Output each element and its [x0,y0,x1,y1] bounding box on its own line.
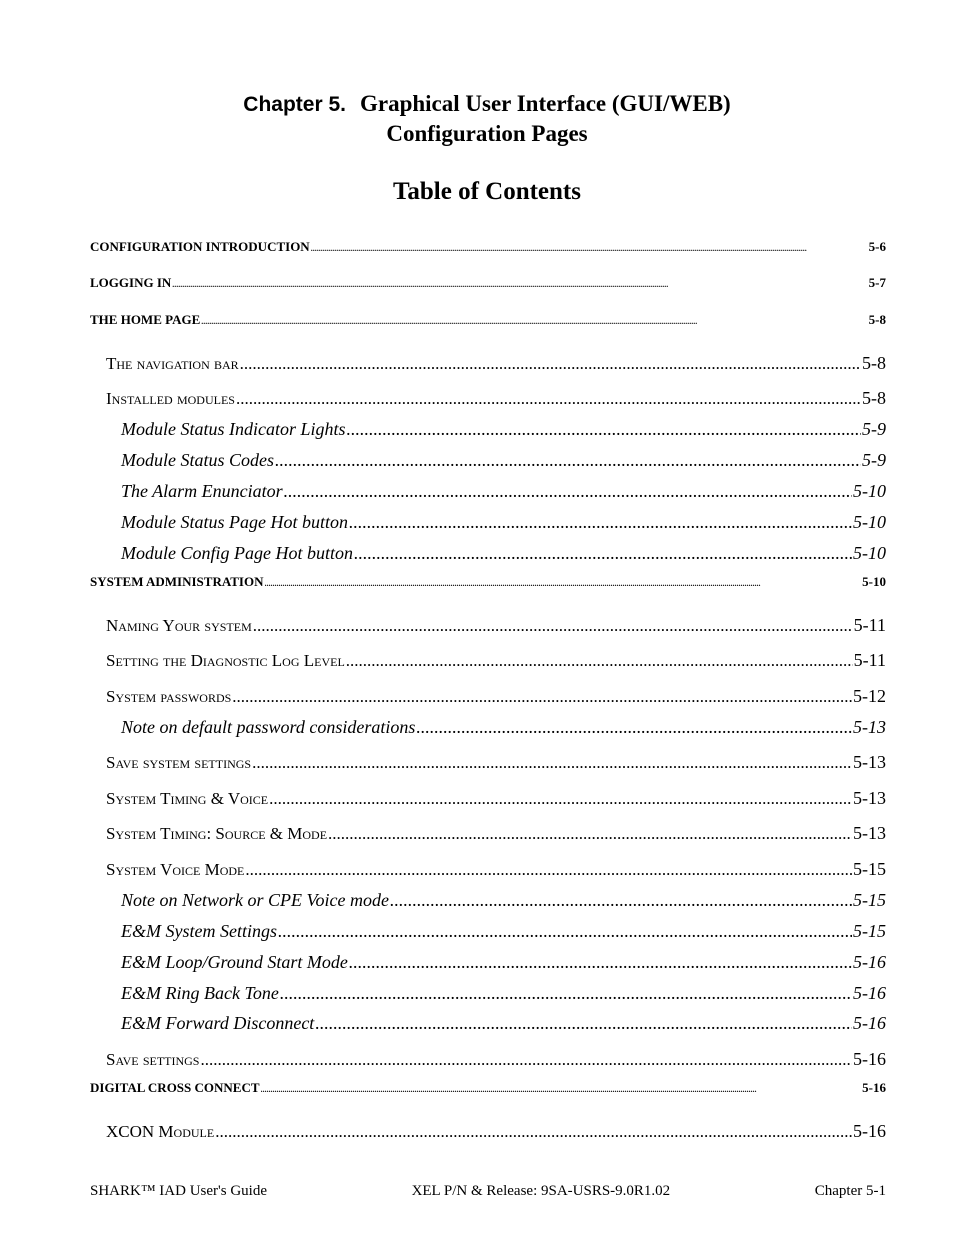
toc-entry[interactable] [106,388,886,409]
toc-entry[interactable] [121,419,886,440]
toc-entry[interactable] [90,1080,886,1096]
toc-entry-page: 5-7 [868,275,886,290]
toc-entry-page: 5-16 [853,983,886,1003]
toc-entry-title: THE HOME PAGE [90,312,201,327]
toc-leader-dots [252,753,852,773]
chapter-label: Chapter 5. [243,93,346,116]
toc-entry-title: XCON Module [106,1122,215,1141]
toc-entry[interactable] [121,717,886,738]
toc-entry-page: 5-13 [853,752,886,772]
toc-entry-page: 5-15 [853,890,886,910]
toc-entry-title: E&M Forward Disconnect [121,1013,315,1033]
toc-entry-title: The navigation bar [106,354,239,373]
toc-leader-dots [311,244,868,253]
footer-right: Chapter 5-1 [814,1183,886,1199]
toc-entry-page: 5-10 [853,543,886,563]
toc-entry[interactable] [121,890,886,911]
footer-center: XEL P/N & Release: 9SA-USRS-9.0R1.02 [411,1183,671,1199]
toc-entry-title: SYSTEM ADMINISTRATION [90,574,264,589]
toc-entry[interactable] [106,1049,886,1070]
toc-entry[interactable] [121,481,886,502]
toc-entry-page: 5-10 [862,574,886,589]
toc-leader-dots [236,389,861,409]
toc-entry[interactable] [106,650,886,671]
toc-entry-title: System Timing & Voice [106,789,269,808]
toc-entry[interactable] [121,450,886,471]
toc-leader-dots [232,687,852,707]
toc-entry-title: DIGITAL CROSS CONNECT [90,1080,260,1095]
toc-leader-dots [280,983,852,1004]
toc-entry-title: The Alarm Enunciator [121,481,283,501]
toc-leader-dots [201,317,867,326]
toc-leader-dots [253,616,853,636]
toc-leader-dots [201,1050,853,1070]
toc-entry[interactable] [106,686,886,707]
toc-leader-dots [265,579,862,588]
toc-entry-page: 5-15 [853,921,886,941]
toc-entry-title: Module Status Indicator Lights [121,419,346,439]
footer-left: SHARK™ IAD User's Guide [90,1183,267,1199]
toc-entry-page: 5-16 [853,1049,886,1069]
toc-entry-title: System passwords [106,687,232,706]
toc-entry-title: E&M System Settings [121,921,277,941]
toc-entry[interactable] [90,312,886,328]
toc-entry-page: 5-9 [862,450,886,470]
toc-leader-dots [328,824,852,844]
toc-leader-dots [347,419,862,440]
toc-entry-page: 5-16 [853,952,886,972]
toc-entry[interactable] [121,952,886,973]
toc-leader-dots [349,512,852,533]
toc-leader-dots [278,921,852,942]
toc-entry-title: CONFIGURATION INTRODUCTION [90,239,310,254]
toc-entry-page: 5-10 [853,512,886,532]
toc-entry-page: 5-8 [862,388,886,408]
toc-entry-page: 5-13 [853,823,886,843]
toc-entry-title: System Voice Mode [106,860,245,879]
toc-entry-page: 5-13 [853,788,886,808]
toc-entry[interactable] [121,543,886,564]
toc-leader-dots [349,952,852,973]
toc-entry[interactable] [90,574,886,590]
toc-entry-title: Note on Network or CPE Voice mode [121,890,389,910]
toc-entry-title: Module Status Codes [121,450,274,470]
toc-leader-dots [240,354,861,374]
toc-leader-dots [275,450,861,471]
toc-entry[interactable] [121,983,886,1004]
toc-entry-page: 5-16 [853,1013,886,1033]
toc-entry-title: Save system settings [106,753,252,772]
toc-entry-page: 5-10 [853,481,886,501]
toc-entry-page: 5-6 [868,239,886,254]
toc-leader-dots [245,860,852,880]
toc-leader-dots [284,481,852,502]
toc-entry-title: Module Config Page Hot button [121,543,353,563]
toc-entry-title: System Timing: Source & Mode [106,824,328,843]
toc-entry[interactable] [106,752,886,773]
toc-entry[interactable] [106,615,886,636]
toc-leader-dots [416,717,852,738]
chapter-title-line1: Graphical User Interface (GUI/WEB) [359,91,731,116]
toc-entry[interactable] [90,239,886,255]
toc-entry-page: 5-11 [853,615,886,635]
toc-leader-dots [261,1085,862,1094]
toc-entry-page: 5-13 [853,717,886,737]
toc-leader-dots [269,789,852,809]
page-footer [90,1183,886,1200]
toc-entry[interactable] [106,353,886,374]
chapter-title-line2: Configuration Pages [386,121,588,146]
toc-entry-page: 5-16 [862,1080,886,1095]
toc-entry-title: E&M Ring Back Tone [121,983,279,1003]
toc-entry-page: 5-16 [853,1121,886,1141]
toc-entry[interactable] [106,1121,886,1142]
toc-entry-title: Module Status Page Hot button [121,512,348,532]
toc-entry-title: Save settings [106,1050,200,1069]
toc-entry-title: E&M Loop/Ground Start Mode [121,952,348,972]
toc-entry-title: LOGGING IN [90,275,172,290]
toc-entry[interactable] [121,921,886,942]
toc-entry-page: 5-15 [853,859,886,879]
toc-entry-page: 5-9 [862,419,886,439]
toc-entry-title: Naming Your system [106,616,252,635]
toc-entry[interactable] [121,512,886,533]
toc-entry[interactable] [106,859,886,880]
toc-leader-dots [354,543,852,564]
toc-entry[interactable] [106,823,886,844]
toc-leader-dots [172,280,867,289]
toc-entry-title: Installed modules [106,389,235,408]
toc-entry[interactable] [121,1013,886,1034]
toc-entry-page: 5-8 [868,312,886,327]
toc-leader-dots [215,1122,852,1142]
toc-entry-page: 5-12 [853,686,886,706]
toc-entry-title: Note on default password considerations [121,717,416,737]
toc-entry-page: 5-8 [862,353,886,373]
toc-heading: Table of Contents [393,178,581,205]
toc-entry[interactable] [106,788,886,809]
toc-leader-dots [390,890,852,911]
toc-entry-page: 5-11 [853,650,886,670]
toc-leader-dots [315,1013,852,1034]
toc-entry[interactable] [90,275,886,291]
toc-leader-dots [346,651,853,671]
toc-entry-title: Setting the Diagnostic Log Level [106,651,345,670]
